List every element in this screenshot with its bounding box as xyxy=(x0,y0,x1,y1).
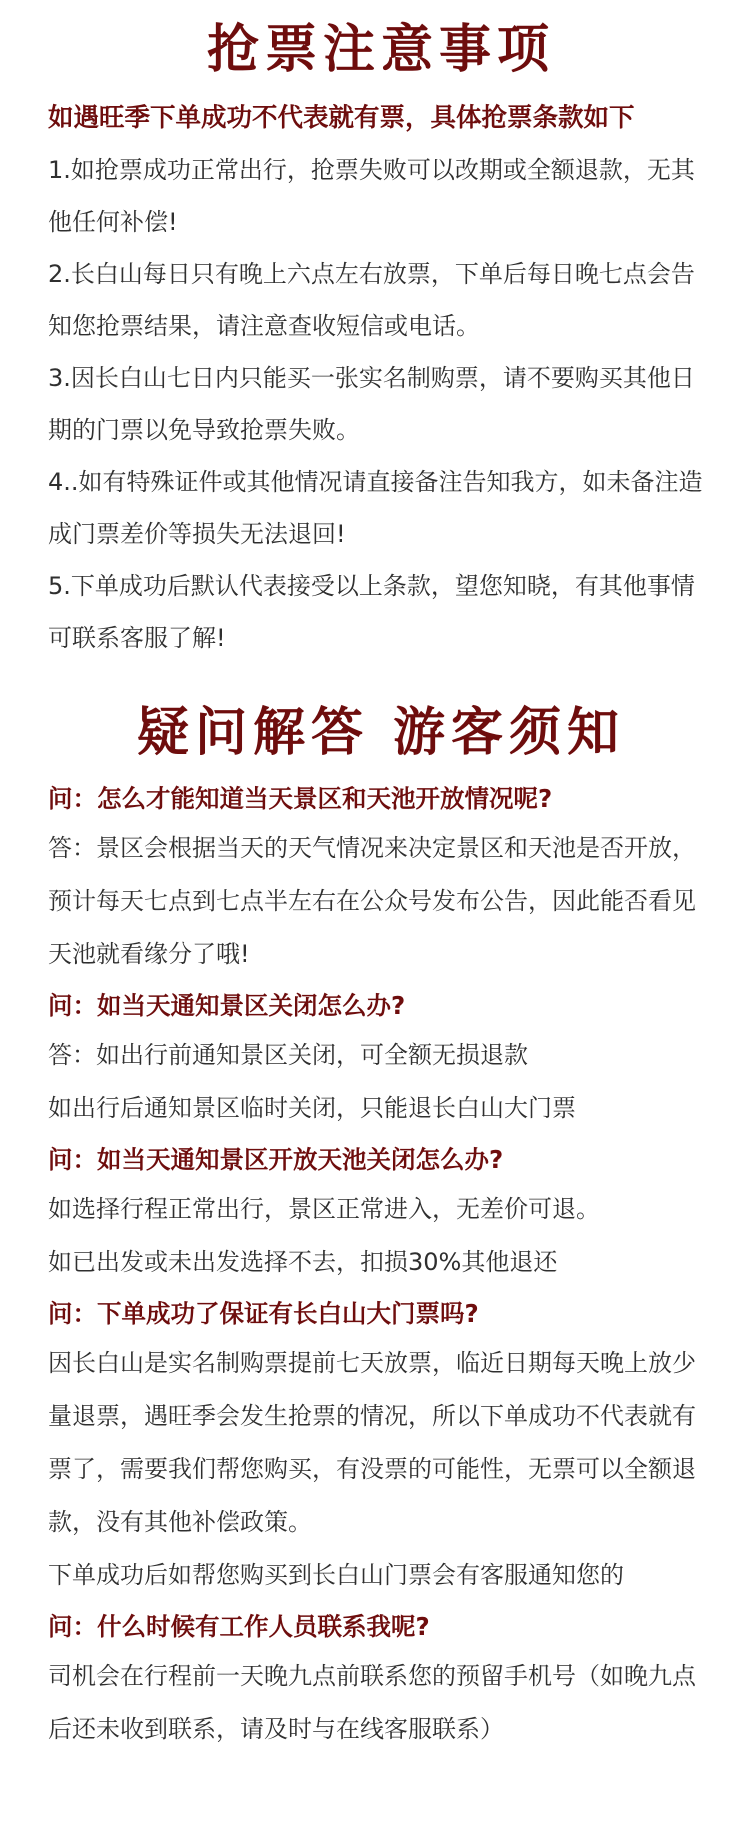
faq-item xyxy=(48,983,714,1135)
faq-item xyxy=(48,776,714,981)
faq-title: 疑问解答 游客须知 xyxy=(136,703,626,763)
faq-answer: 答：景区会根据当天的天气情况来决定景区和天池是否开放，预计每天七点到七点半左右在公众号发布公告，因此能否看见天池就看缘分了哦! xyxy=(48,834,696,968)
rule-item: 5.下单成功后默认代表接受以上条款，望您知晓，有其他事情可联系客服了解! xyxy=(48,572,695,652)
faq-answer: 答：如出行前通知景区关闭，可全额无损退款 xyxy=(48,1041,528,1069)
faq-question: 问：怎么才能知道当天景区和天池开放情况呢? xyxy=(48,784,553,813)
faq-question: 问：下单成功了保证有长白山大门票吗? xyxy=(48,1299,479,1328)
faq-question: 问：如当天通知景区关闭怎么办? xyxy=(48,991,406,1020)
faq-list xyxy=(48,776,714,1756)
faq-item xyxy=(48,1291,714,1602)
faq-answer: 下单成功后如帮您购买到长白山门票会有客服通知您的 xyxy=(48,1561,624,1589)
faq-answer: 如已出发或未出发选择不去，扣损30%其他退还 xyxy=(48,1248,558,1276)
faq-answer: 因长白山是实名制购票提前七天放票，临近日期每天晚上放少量退票，遇旺季会发生抢票的情况，所以下单成功不代表就有票了，需要我们帮您购买，有没票的可能性，无票可以全额退款，没有其他补偿政策。 xyxy=(48,1349,696,1536)
ticket-rules-list xyxy=(48,144,714,664)
faq-answer: 司机会在行程前一天晚九点前联系您的预留手机号（如晚九点后还未收到联系，请及时与在线客服联系） xyxy=(48,1662,696,1743)
rule-item: 3.因长白山七日内只能买一张实名制购票，请不要购买其他日期的门票以免导致抢票失败。 xyxy=(48,364,695,444)
faq-question: 问：什么时候有工作人员联系我呢? xyxy=(48,1612,430,1641)
ticket-notice-subheading: 如遇旺季下单成功不代表就有票，具体抢票条款如下 xyxy=(48,103,635,133)
rule-item: 1.如抢票成功正常出行，抢票失败可以改期或全额退款，无其他任何补偿! xyxy=(48,156,695,236)
rule-item: 4..如有特殊证件或其他情况请直接备注告知我方，如未备注造成门票差价等损失无法退回! xyxy=(48,468,703,548)
faq-item xyxy=(48,1137,714,1289)
rule-item: 2.长白山每日只有晚上六点左右放票，下单后每日晚七点会告知您抢票结果，请注意查收短信或电话。 xyxy=(48,260,695,340)
faq-question: 问：如当天通知景区开放天池关闭怎么办? xyxy=(48,1145,504,1174)
faq-answer: 如出行后通知景区临时关闭，只能退长白山大门票 xyxy=(48,1094,576,1122)
faq-item xyxy=(48,1604,714,1756)
faq-answer: 如选择行程正常出行，景区正常进入，无差价可退。 xyxy=(48,1195,600,1223)
ticket-notice-title: 抢票注意事项 xyxy=(206,20,555,80)
